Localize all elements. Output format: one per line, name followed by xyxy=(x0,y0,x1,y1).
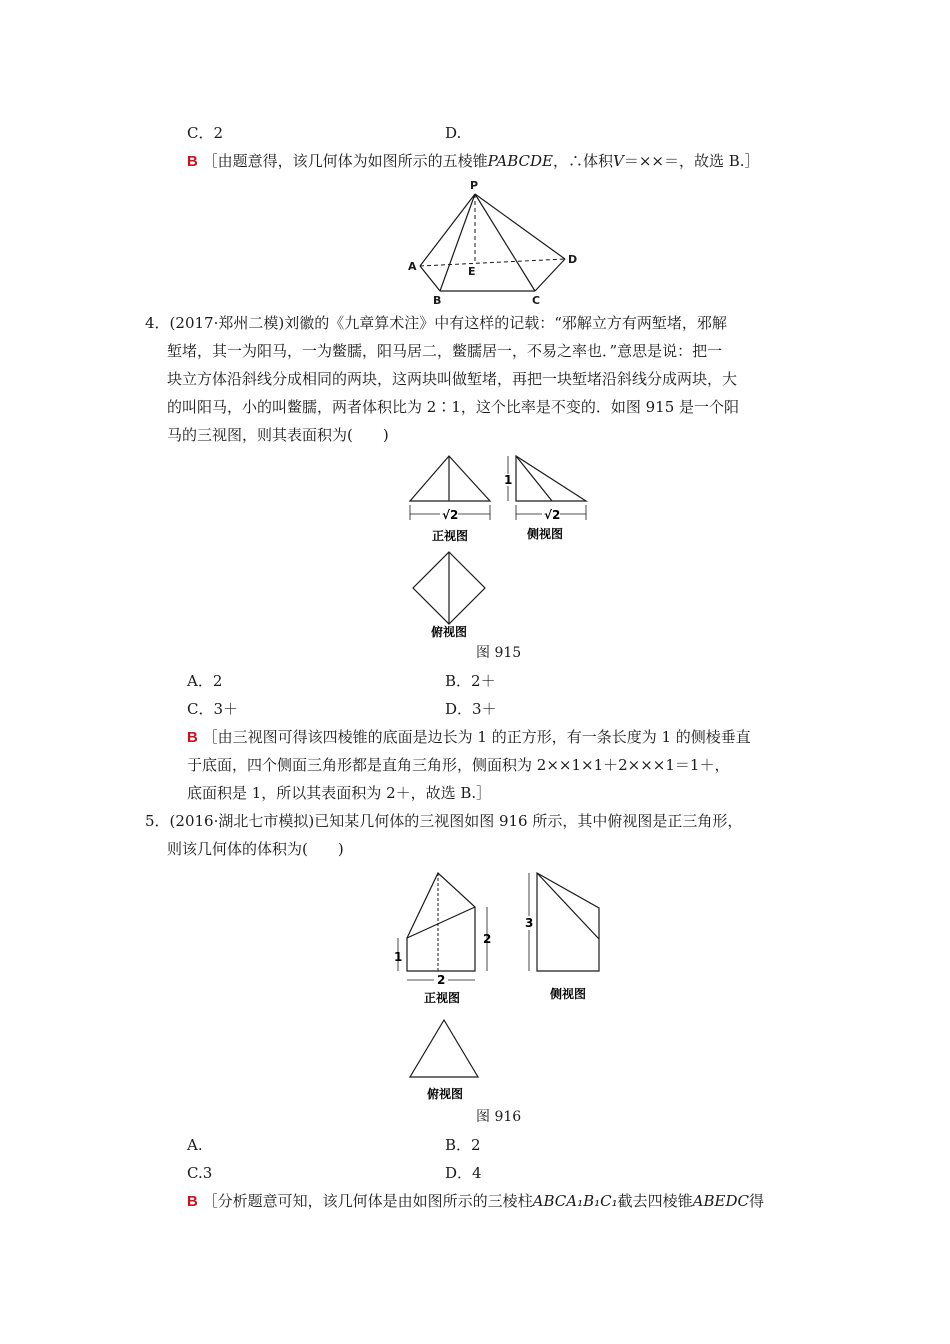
q4-side-view xyxy=(502,450,597,545)
q5-figure-caption: 图 916 xyxy=(476,1109,522,1125)
q5-solution xyxy=(187,1191,764,1212)
q4-line-5: 马的三视图，则其表面积为( ) xyxy=(167,426,389,444)
label-b: B xyxy=(433,294,442,307)
q4-solution-line-2: 于底面，四个侧面三角形都是直角三角形，侧面积为 2××1×1＋2×××1＝1＋， xyxy=(187,756,730,774)
q4-option-b: B．2＋ xyxy=(445,672,496,690)
q4-side-dim-sqrt2: √2 xyxy=(544,508,561,522)
q5-sol-pyramid: ABEDC xyxy=(692,1192,749,1210)
q4-side-label: 侧视图 xyxy=(527,527,564,541)
q4-line-2: 堑堵，其一为阳马，一为鳖臑，阳马居二，鳖臑居一，不易之率也．”意思是说：把一 xyxy=(167,342,723,360)
edge-pa xyxy=(420,194,475,266)
q3-sol-mid: ，∴体积 xyxy=(552,152,613,170)
q5-top-view xyxy=(400,1015,490,1105)
label-p: P xyxy=(470,179,479,192)
q5-front-view xyxy=(390,868,500,1008)
q5-sol-mid: 截去四棱锥 xyxy=(617,1192,693,1210)
edge-pc xyxy=(475,194,535,291)
q4-line-3: 块立方体沿斜线分成相同的两块，这两块叫做堑堵，再把一块堑堵沿斜线分成两块，大 xyxy=(167,370,738,388)
q4-front-dim: √2 xyxy=(442,508,459,522)
q5-line-1: 5．(2016·湖北七市模拟)已知某几何体的三视图如图 916 所示，其中俯视图是正三角形， xyxy=(145,812,743,830)
q3-sol-name: PABCDE xyxy=(487,152,553,170)
q3-sol-prefix: ［由题意得，该几何体为如图所示的五棱锥 xyxy=(202,152,488,170)
q5-option-c: C.3 xyxy=(187,1164,213,1182)
q4-line-1: 4．(2017·郑州二模)刘徽的《九章算术注》中有这样的记载：“邪解立方有两堑堵，邪解 xyxy=(145,314,727,332)
q4-front-label: 正视图 xyxy=(432,529,469,543)
q4-solution-line-1 xyxy=(187,727,751,748)
q5-sol-prefix: ［分析题意可知，该几何体是由如图所示的三棱柱 xyxy=(202,1192,533,1210)
q4-option-d: D．3＋ xyxy=(445,700,497,718)
label-c: C xyxy=(532,294,541,307)
q5-side-dim-3: 3 xyxy=(525,916,534,930)
q5-option-d: D．4 xyxy=(445,1164,482,1182)
q4-solution-line-3: 底面积是 1，所以其表面积为 2＋，故选 B.］ xyxy=(187,784,492,802)
q3-sol-v: V xyxy=(612,152,624,170)
edge-pd xyxy=(475,194,565,259)
q5-side-view xyxy=(520,868,610,1008)
q5-line-2: 则该几何体的体积为( ) xyxy=(167,840,344,858)
label-d: D xyxy=(568,253,578,266)
q3-solution xyxy=(187,151,760,172)
q4-answer: B xyxy=(187,729,198,746)
q5-front-dim-2-bottom: 2 xyxy=(437,973,446,987)
q4-figure-caption: 图 915 xyxy=(476,645,522,661)
edge-ad-hidden xyxy=(420,259,565,266)
edge-ab xyxy=(420,266,440,291)
q4-front-view xyxy=(400,450,500,545)
q5-sol-prism: ABCA₁B₁C₁ xyxy=(532,1192,618,1210)
label-a: A xyxy=(408,260,417,273)
q4-solution-text-1: ［由三视图可得该四棱锥的底面是边长为 1 的正方形，有一条长度为 1 的侧棱垂直 xyxy=(202,728,751,746)
q5-front-dim-2-right: 2 xyxy=(483,932,492,946)
q5-option-a: A. xyxy=(187,1136,203,1154)
q3-pyramid-figure xyxy=(400,176,590,306)
q5-answer: B xyxy=(187,1193,198,1210)
q4-line-4: 的叫阳马，小的叫鳖臑，两者体积比为 2∶1，这个比率是不变的．如图 915 是一个阳 xyxy=(167,398,740,416)
q4-option-a: A．2 xyxy=(187,672,223,690)
q3-sol-end: ＝××＝，故选 B.］ xyxy=(623,152,760,170)
q5-front-dim-1: 1 xyxy=(394,950,403,964)
q4-side-dim-1: 1 xyxy=(504,473,513,487)
q4-option-c: C．3＋ xyxy=(187,700,239,718)
label-e: E xyxy=(468,265,476,278)
edge-cd xyxy=(535,259,565,291)
q5-sol-end: 得 xyxy=(748,1192,764,1210)
q3-answer: B xyxy=(187,153,198,170)
q5-front-label: 正视图 xyxy=(424,991,461,1005)
q4-top-view xyxy=(405,548,495,640)
q4-top-label: 俯视图 xyxy=(431,625,468,639)
q3-option-d: D. xyxy=(445,124,462,142)
q3-option-c: C．2 xyxy=(187,124,224,142)
q5-side-label: 侧视图 xyxy=(550,987,587,1001)
q5-option-b: B．2 xyxy=(445,1136,481,1154)
q5-top-label: 俯视图 xyxy=(427,1087,464,1101)
